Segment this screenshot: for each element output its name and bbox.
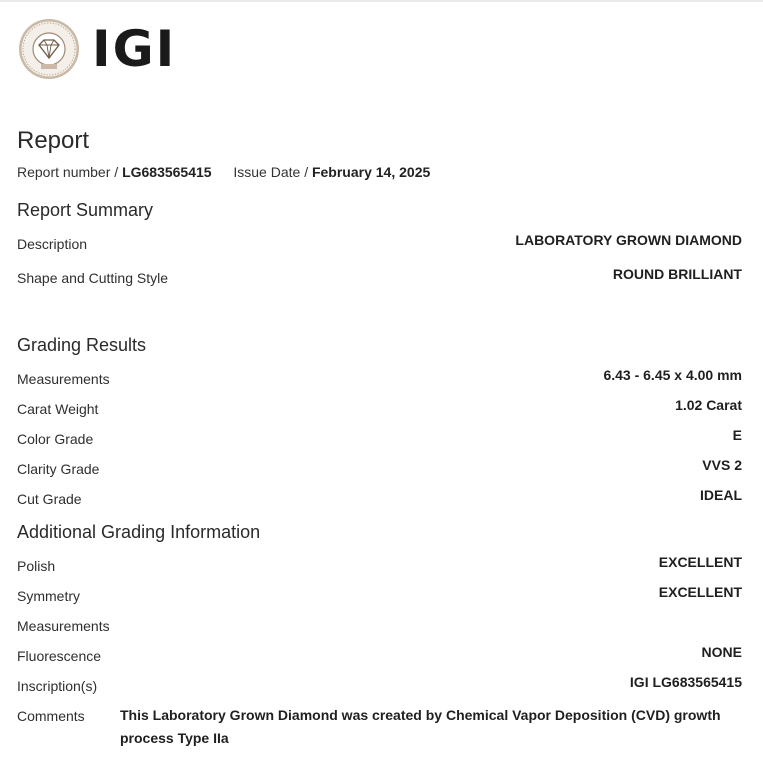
igi-seal-icon [18, 18, 80, 80]
value-measurements: 6.43 - 6.45 x 4.00 mm [603, 367, 742, 383]
value-carat-weight: 1.02 Carat [675, 397, 742, 413]
igi-logo [18, 16, 176, 82]
value-comments: This Laboratory Grown Diamond was created by Chemical Vapor Deposition (CVD) growth process Type IIa [120, 707, 721, 746]
report-meta [17, 164, 430, 180]
label-fluorescence: Fluorescence [17, 648, 102, 664]
brand-name: IGI [92, 20, 177, 78]
label-comments: Comments [17, 708, 85, 724]
value-description: LABORATORY GROWN DIAMOND [515, 232, 742, 248]
label-measurements: Measurements [17, 371, 110, 387]
value-clarity-grade: VVS 2 [702, 457, 742, 473]
value-cut-grade: IDEAL [700, 487, 742, 503]
label-inscriptions: Inscription(s) [17, 678, 98, 694]
label-polish: Polish [17, 558, 56, 574]
label-color-grade: Color Grade [17, 431, 94, 447]
label-symmetry: Symmetry [17, 588, 80, 604]
value-inscriptions: IGI LG683565415 [629, 674, 742, 690]
label-description: Description [17, 236, 88, 252]
report-title: Report [17, 127, 90, 154]
issue-date: February 14, 2025 [311, 164, 431, 180]
value-color-grade: E [732, 427, 742, 443]
section-grading-results: Grading Results [17, 335, 147, 355]
section-report-summary: Report Summary [17, 200, 154, 220]
issue-date-label: Issue Date / [233, 164, 309, 180]
label-additional-measurements: Measurements [17, 618, 110, 634]
label-shape-cutting-style: Shape and Cutting Style [17, 270, 168, 286]
label-cut-grade: Cut Grade [17, 491, 82, 507]
report-number-label: Report number / [17, 164, 119, 180]
label-carat-weight: Carat Weight [17, 401, 99, 417]
value-fluorescence: NONE [701, 644, 742, 660]
value-shape-cutting-style: ROUND BRILLIANT [612, 266, 742, 282]
label-clarity-grade: Clarity Grade [17, 461, 100, 477]
report-number: LG683565415 [122, 164, 212, 180]
section-additional-grading: Additional Grading Information [17, 522, 261, 542]
top-divider [0, 0, 763, 2]
value-symmetry: EXCELLENT [658, 584, 742, 600]
value-polish: EXCELLENT [658, 554, 742, 570]
